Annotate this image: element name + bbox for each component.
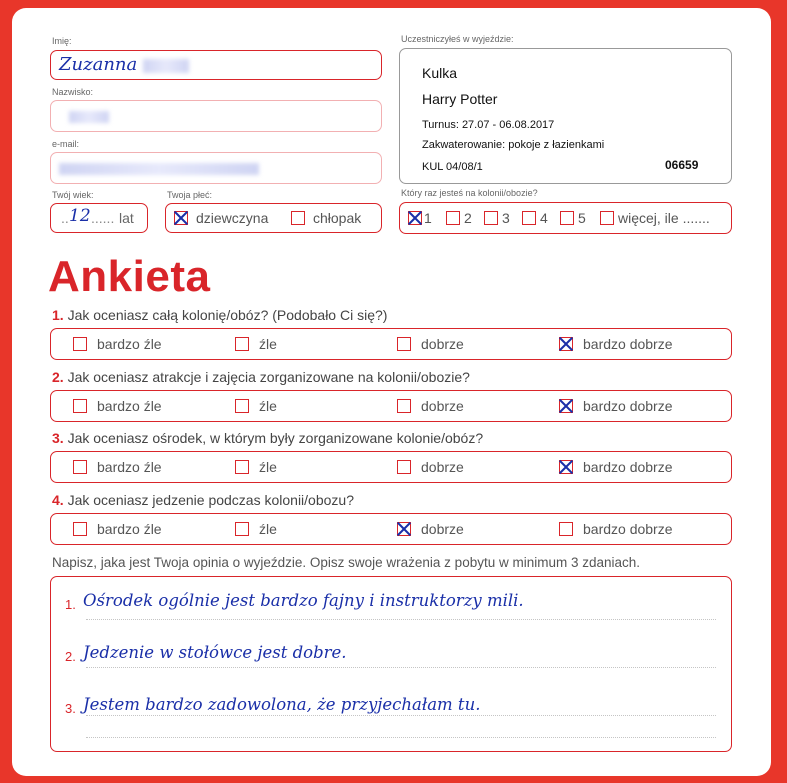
times-1-checkbox[interactable] [408,211,422,225]
question-3-text: Jak oceniasz ośrodek, w którym były zorganizowane kolonie/obóz? [67,430,484,446]
question-4-answers [50,513,732,545]
q3-good-checkbox[interactable] [397,460,411,474]
question-4-text: Jak oceniasz jedzenie podczas kolonii/obozu? [67,492,354,508]
opinion-3-number: 3. [65,701,76,716]
redacted-surname-scribble [143,59,189,73]
q3-very-good-checkbox[interactable] [559,460,573,474]
trip-ticket [399,48,732,184]
opinion-1-text: Ośrodek ogólnie jest bardzo fajny i instruktorzy mili. [83,591,524,610]
name-field[interactable] [50,50,382,80]
q1-bad-label: źle [259,336,277,352]
times-3-label: 3 [502,210,510,226]
name-value: Zuzanna [59,54,138,75]
q4-bad-label: źle [259,521,277,537]
age-field[interactable]: .. 12 ...... lat [50,203,148,233]
question-2-text: Jak oceniasz atrakcje i zajęcia zorganizowane na kolonii/obozie? [67,369,470,385]
q1-very-bad-checkbox[interactable] [73,337,87,351]
q2-good-checkbox[interactable] [397,399,411,413]
trip-theme: Harry Potter [422,91,498,107]
times-5-label: 5 [578,210,586,226]
q3-bad-label: źle [259,459,277,475]
opinion-2-text: Jedzenie w stołówce jest dobre. [83,643,347,662]
age-value: 12 [69,206,91,226]
opinion-prompt: Napisz, jaka jest Twoja opinia o wyjeździe. Opisz swoje wrażenia z pobytu w minimum 3 zdaniach. [52,555,641,570]
survey-sheet [12,8,771,776]
question-4 [52,492,354,508]
q3-bad-checkbox[interactable] [235,460,249,474]
gender-field [165,203,382,233]
q4-good-checkbox[interactable] [397,522,411,536]
gender-male-label: chłopak [313,210,362,226]
q4-very-good-label: bardzo dobrze [583,521,673,537]
q1-bad-checkbox[interactable] [235,337,249,351]
email-field[interactable] [50,152,382,184]
opinion-1-number: 1. [65,597,76,612]
times-more-label: więcej, ile ....... [618,210,710,226]
q2-bad-label: źle [259,398,277,414]
gender-label: Twoja płeć: [167,190,213,200]
opinion-box[interactable] [50,576,732,752]
times-label: Który raz jesteś na kolonii/obozie? [401,188,538,198]
gender-female-label: dziewczyna [196,210,269,226]
email-label: e-mail: [52,139,80,149]
q2-very-good-label: bardzo dobrze [583,398,673,414]
trip-code: KUL 04/08/1 [422,161,483,173]
times-3-checkbox[interactable] [484,211,498,225]
question-1-number: 1. [52,307,64,323]
q3-very-good-label: bardzo dobrze [583,459,673,475]
q2-bad-checkbox[interactable] [235,399,249,413]
redacted-surname [69,111,109,123]
opinion-line [86,667,716,668]
question-3-answers [50,451,732,483]
q3-good-label: dobrze [421,459,464,475]
name-label: Imię: [52,36,72,46]
times-1-label: 1 [424,210,432,226]
opinion-line [86,737,716,738]
opinion-line [86,715,716,716]
q3-very-bad-checkbox[interactable] [73,460,87,474]
q4-good-label: dobrze [421,521,464,537]
question-1-answers [50,328,732,360]
question-1 [52,307,387,323]
times-2-label: 2 [464,210,472,226]
question-2-answers [50,390,732,422]
q2-very-good-checkbox[interactable] [559,399,573,413]
q2-very-bad-checkbox[interactable] [73,399,87,413]
opinion-line [86,619,716,620]
times-4-label: 4 [540,210,548,226]
page-title: Ankieta [48,252,211,301]
gender-female-checkbox[interactable] [174,211,188,225]
redacted-email [59,163,259,175]
q1-good-label: dobrze [421,336,464,352]
question-2 [52,369,470,385]
q1-good-checkbox[interactable] [397,337,411,351]
trip-label: Uczestniczyłeś w wyjeździe: [401,34,514,44]
age-label: Twój wiek: [52,190,94,200]
times-field [399,202,732,234]
q3-very-bad-label: bardzo źle [97,459,162,475]
times-4-checkbox[interactable] [522,211,536,225]
times-5-checkbox[interactable] [560,211,574,225]
q4-very-bad-label: bardzo źle [97,521,162,537]
times-more-checkbox[interactable] [600,211,614,225]
question-1-text: Jak oceniasz całą kolonię/obóz? (Podobało Ci się?) [67,307,388,323]
surname-field[interactable] [50,100,382,132]
q1-very-good-label: bardzo dobrze [583,336,673,352]
age-unit: lat [119,210,134,226]
opinion-3-text: Jestem bardzo zadowolona, że przyjechałam tu. [83,695,481,714]
q4-very-good-checkbox[interactable] [559,522,573,536]
q4-bad-checkbox[interactable] [235,522,249,536]
q4-very-bad-checkbox[interactable] [73,522,87,536]
question-3-number: 3. [52,430,64,446]
gender-male-checkbox[interactable] [291,211,305,225]
trip-accommodation: Zakwaterowanie: pokoje z łazienkami [422,139,605,151]
trip-number: 06659 [665,158,699,172]
trip-turnus: Turnus: 27.07 - 06.08.2017 [422,119,555,131]
question-2-number: 2. [52,369,64,385]
q1-very-bad-label: bardzo źle [97,336,162,352]
question-4-number: 4. [52,492,64,508]
trip-camp: Kulka [422,65,458,81]
opinion-2-number: 2. [65,649,76,664]
question-3 [52,430,483,446]
times-2-checkbox[interactable] [446,211,460,225]
q2-very-bad-label: bardzo źle [97,398,162,414]
q1-very-good-checkbox[interactable] [559,337,573,351]
q2-good-label: dobrze [421,398,464,414]
surname-label: Nazwisko: [52,87,94,97]
